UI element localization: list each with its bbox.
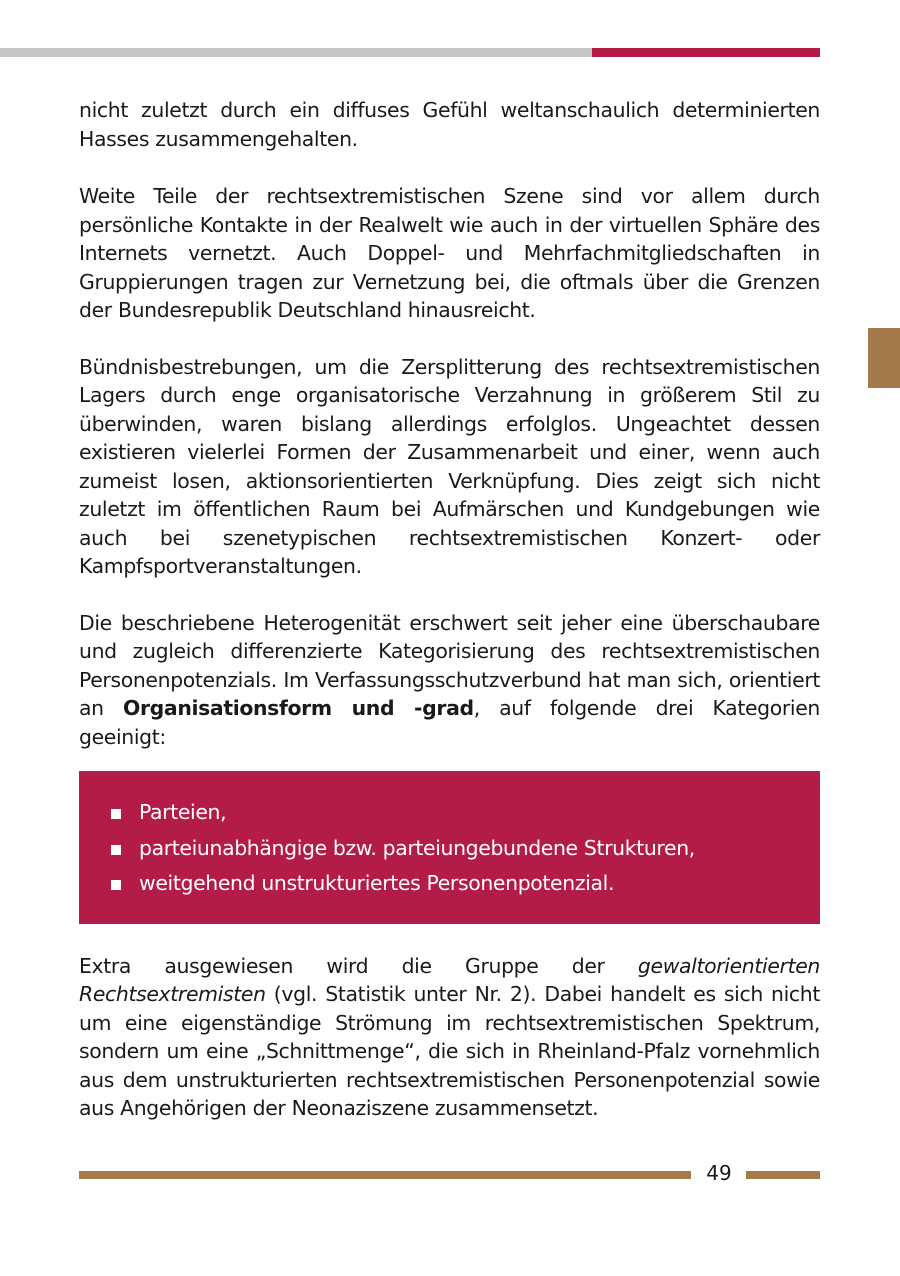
footer-rule-right xyxy=(746,1171,820,1179)
category-label: weitgehend unstrukturiertes Personenpotenzial. xyxy=(139,871,615,895)
square-bullet-icon xyxy=(111,880,121,890)
category-item xyxy=(111,795,820,831)
square-bullet-icon xyxy=(111,845,121,855)
paragraph-5-text: Extra ausgewiesen wird die Gruppe der xyxy=(79,953,638,978)
paragraph-4-text: Die beschriebene Heterogenität erschwert seit jeher eine überschaubare und zugleich differenzierte Kategorisierung des rechtsextremistischen Personenpotenzials. Im Verfassungsschutzverbund hat man sich, orientiert an xyxy=(79,610,820,720)
paragraph-1: nicht zuletzt durch ein diffuses Gefühl weltanschaulich determinierten Hasses zusammengehalten. xyxy=(79,98,820,151)
paragraph-2: Weite Teile der rechtsextremistischen Szene sind vor allem durch persönliche Kontakte in der Realwelt wie auch in der virtuellen Sphäre des Internets vernetzt. Auch Doppel- und Mehrfachmitgliedschaften in Gruppierungen tragen zur Vernetzung bei, die oftmals über die Grenzen der Bundesrepublik Deutschland hinausreicht. xyxy=(79,184,820,322)
paragraph-5-emphasis: gewaltorientierten Rechtsextremisten xyxy=(79,953,820,1006)
page-content xyxy=(79,96,820,1151)
paragraph-5 xyxy=(79,952,820,1123)
categories-list xyxy=(111,795,820,902)
category-item xyxy=(111,831,820,867)
square-bullet-icon xyxy=(111,809,121,819)
header-rule-accent xyxy=(592,48,820,57)
paragraph-5-text-end: (vgl. Statistik unter Nr. 2). Dabei handelt es sich nicht um eine eigenständige Strömung im rechtsextremistischen Spektrum, sondern um eine „Schnittmenge“, die sich in Rheinland-Pfalz vornehmlich aus dem unstrukturierten rechtsextremistischen Personenpotenzial sowie aus Angehörigen der Neonaziszene zusammensetzt. xyxy=(79,982,820,1120)
paragraph-4-text-end: , auf folgende drei Kategorien geeinigt: xyxy=(79,696,820,749)
categories-box xyxy=(79,771,820,924)
category-label: parteiunabhängige bzw. parteiungebundene Strukturen, xyxy=(139,835,695,860)
category-label: Parteien, xyxy=(139,800,227,824)
header-rule-grey xyxy=(0,48,592,57)
page-number: 49 xyxy=(706,1161,732,1185)
paragraph-4 xyxy=(79,609,820,752)
paragraph-4-emphasis: Organisationsform und -grad xyxy=(122,696,474,720)
footer-rule-left xyxy=(79,1171,691,1179)
paragraph-3: Bündnisbestrebungen, um die Zersplitterung des rechtsextremistischen Lagers durch enge organisatorische Verzahnung in größerem Stil zu überwinden, waren bislang allerdings erfolglos. Ungeachtet dessen existieren vielerlei Formen der Zusammenarbeit und einer, wenn auch zumeist losen, aktionsorientierten Verknüpfung. Dies zeigt sich nicht zuletzt im öffentlichen Raum bei Aufmärschen und Kundgebungen wie auch bei szenetypischen rechtsextremistischen Konzert- oder Kampfsportveranstaltungen. xyxy=(79,354,820,578)
category-item xyxy=(111,866,820,902)
chapter-tab-marker xyxy=(868,328,900,388)
